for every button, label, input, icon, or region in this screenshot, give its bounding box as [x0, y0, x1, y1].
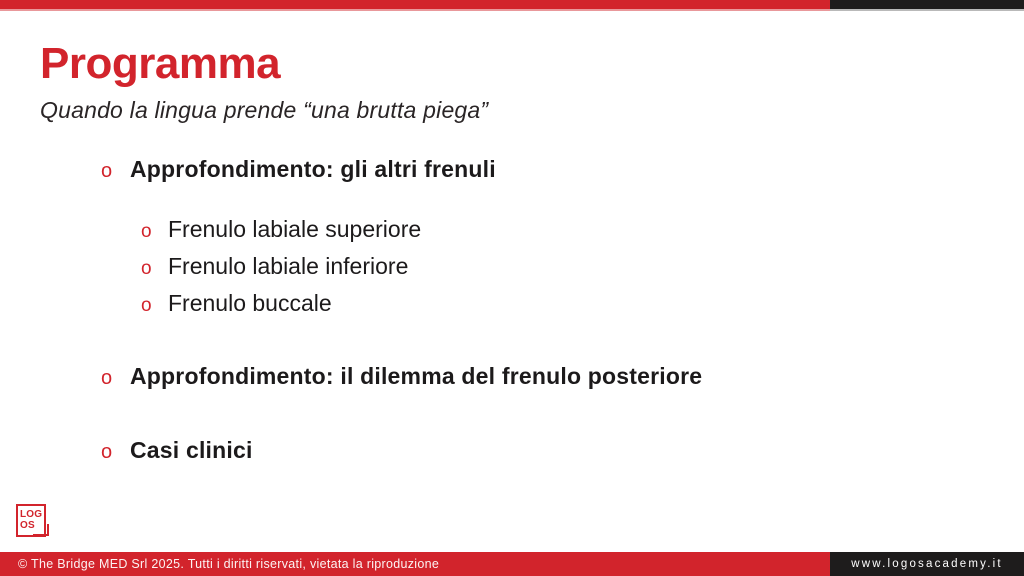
- agenda-topic-1: [101, 156, 496, 183]
- bullet-marker: o: [141, 295, 152, 316]
- bullet-marker: o: [101, 160, 113, 182]
- logo-text-line2: OS: [20, 520, 35, 531]
- agenda-topic-label: Approfondimento: il dilemma del frenulo posteriore: [130, 363, 703, 389]
- bullet-marker: o: [101, 367, 113, 389]
- agenda-subtopic-1: [141, 216, 421, 243]
- agenda-topic-2: [101, 363, 702, 390]
- bullet-marker: o: [141, 221, 152, 242]
- agenda-topic-label: Approfondimento: gli altri frenuli: [130, 156, 496, 182]
- logos-logo-hook: [33, 524, 49, 536]
- agenda-topic-3: [101, 437, 253, 464]
- website-bar: [830, 552, 1024, 576]
- bullet-marker: o: [141, 258, 152, 279]
- website-text: www.logosacademy.it: [851, 558, 1003, 570]
- copyright-text: © The Bridge MED Srl 2025. Tutti i diritti riservati, vietata la riproduzione: [18, 557, 440, 571]
- logo-text-line1: LOG: [20, 509, 43, 520]
- agenda-subtopic-label: Frenulo labiale superiore: [168, 216, 422, 242]
- bullet-marker: o: [101, 441, 113, 463]
- page-subtitle: Quando la lingua prende “una brutta piega”: [40, 97, 489, 123]
- agenda-subtopic-label: Frenulo labiale inferiore: [168, 253, 409, 279]
- top-accent-bar-dark: [830, 0, 1024, 11]
- agenda-subtopic-2: [141, 253, 408, 280]
- footer-bar: [0, 552, 830, 576]
- top-accent-bar-red: [0, 0, 830, 11]
- page-title: Programma: [40, 39, 281, 88]
- agenda-subtopic-label: Frenulo buccale: [168, 290, 332, 316]
- logos-logo: [16, 504, 56, 542]
- agenda-topic-label: Casi clinici: [130, 437, 253, 463]
- agenda-subtopic-3: [141, 290, 332, 317]
